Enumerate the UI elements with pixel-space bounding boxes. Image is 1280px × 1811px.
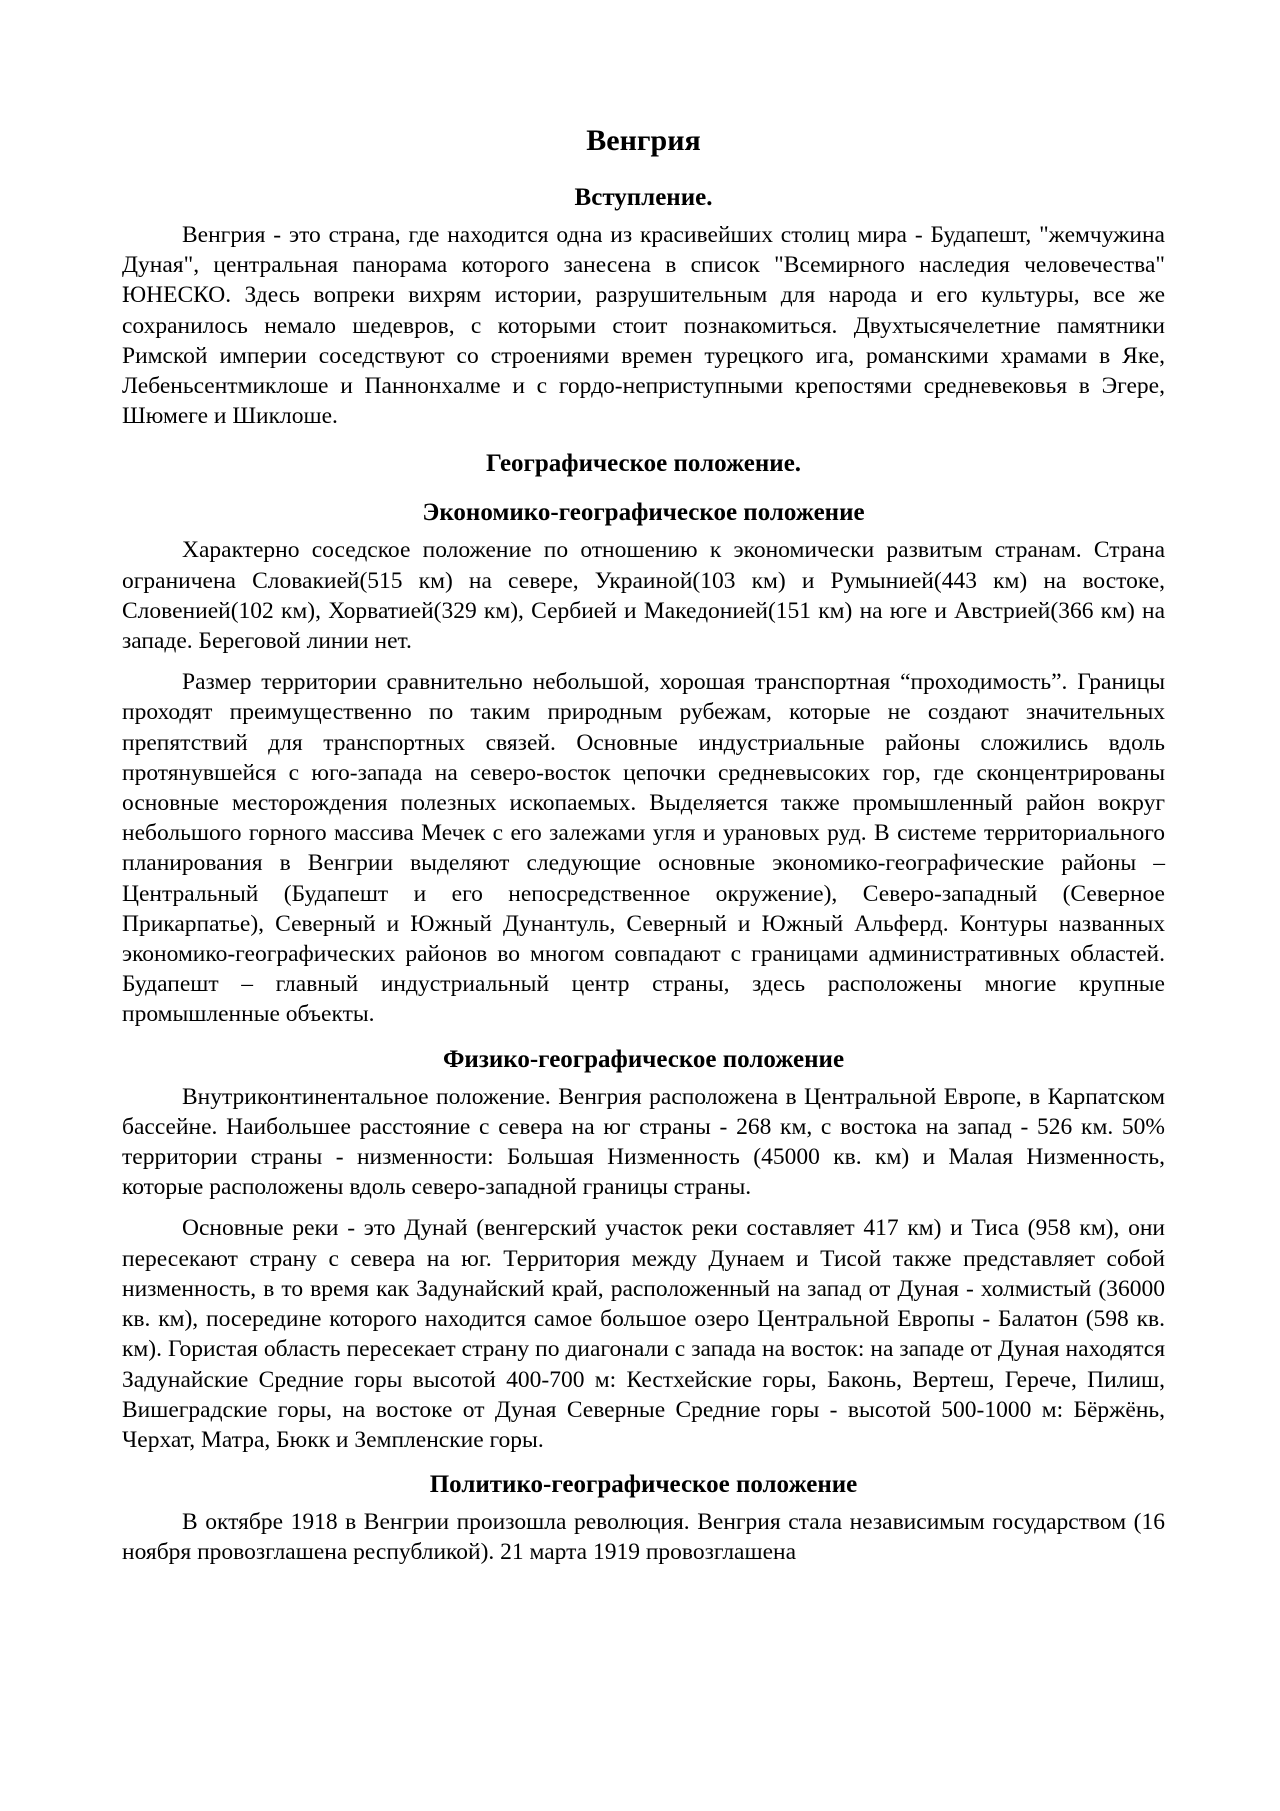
paragraph-economic-regions: Размер территории сравнительно небольшой, хорошая транспортная “проходимость”. Границы проходят преимущественно по таким природным рубежам, которые не создают значительных препятствий для транспортных связей. Основные индустриальные районы сложились вдоль протянувшейся с юго-запада на северо-восток цепочки средневысоких гор, где сконцентрированы основные месторождения полезных ископаемых. Выделяется также промышленный район вокруг небольшого горного массива Мечек с его залежами угля и урановых руд. В системе территориального планирования в Венгрии выделяют следующие основные экономико-географические районы – Центральный (Будапешт и его непосредственное окружение), Северо-западный (Северное Прикарпатье), Северный и Южный Дунантуль, Северный и Южный Альферд. Контуры названных экономико-географических районов во многом совпадают с границами административных областей. Будапешт – главный индустриальный центр страны, здесь расположены многие крупные промышленные объекты. (122, 669, 1165, 1028)
heading-physical-geographic-position: Физико-географическое положение (442, 1045, 845, 1073)
heading-political-geographic-position: Политико-географическое положение (429, 1471, 858, 1499)
paragraph-intro: Венгрия - это страна, где находится одна из красивейших столиц мира - Будапешт, "жемчужина Дуная", центральная панорама которого занесена в список "Всемирного наследия человечества" ЮНЕСКО. Здесь вопреки вихрям истории, разрушительным для народа и его культуры, все же сохранилось немало шедевров, с которыми стоит познакомиться. Двухтысячелетние памятники Римской империи соседствуют со строениями времен турецкого ига, романскими храмами в Яке, Лебеньсентмиклоше и Паннонхалме и с гордо-неприступными крепостями средневековья в Эгере, Шюмеге и Шиклоше. (122, 222, 1165, 430)
paragraph-physical-rivers-mountains: Основные реки - это Дунай (венгерский участок реки составляет 417 км) и Тиса (958 км), они пересекают страну с севера на юг. Территория между Дунаем и Тисой также представляет собой низменность, в то время как Задунайский край, расположенный на запад от Дуная - холмистый (36000 кв. км), посередине которого находится самое большое озеро Центральной Европы - Балатон (598 кв. км). Гористая область пересекает страну по диагонали с запада на восток: на западе от Дуная находятся Задунайские Средние горы высотой 400-700 м: Кестхейские горы, Баконь, Вертеш, Герече, Пилиш, Вишеградские горы, на востоке от Дуная Северные Средние горы - высотой 500-1000 м: Бёржёнь, Черхат, Матра, Бюкк и Земпленские горы. (122, 1215, 1165, 1453)
document-title: Венгрия (586, 124, 701, 157)
heading-economic-geographic-position: Экономико-географическое положение (422, 499, 865, 527)
heading-intro: Вступление. (574, 184, 713, 211)
paragraph-physical-location: Внутриконтинентальное положение. Венгрия расположена в Центральной Европе, в Карпатском бассейне. Наибольшее расстояние с севера на юг страны - 268 км, с востока на запад - 526 км. 50% территории страны - низменности: Большая Низменность (45000 кв. км) и Малая Низменность, которые расположены вдоль северо-западной границы страны. (122, 1083, 1165, 1201)
paragraph-political-history: В октябре 1918 в Венгрии произошла революция. Венгрия стала независимым государством (16 ноября провозглашена республикой). 21 марта 1919 провозглашена (122, 1509, 1165, 1566)
document-body (122, 122, 1165, 1568)
paragraph-economic-neighbors: Характерно соседское положение по отношению к экономически развитым странам. Страна ограничена Словакией(515 км) на севере, Украиной(103 км) и Румынией(443 км) на востоке, Словенией(102 км), Хорватией(329 км), Сербией и Македонией(151 км) на юге и Австрией(366 км) на западе. Береговой линии нет. (122, 537, 1165, 655)
heading-geographic-position: Географическое положение. (485, 450, 802, 478)
